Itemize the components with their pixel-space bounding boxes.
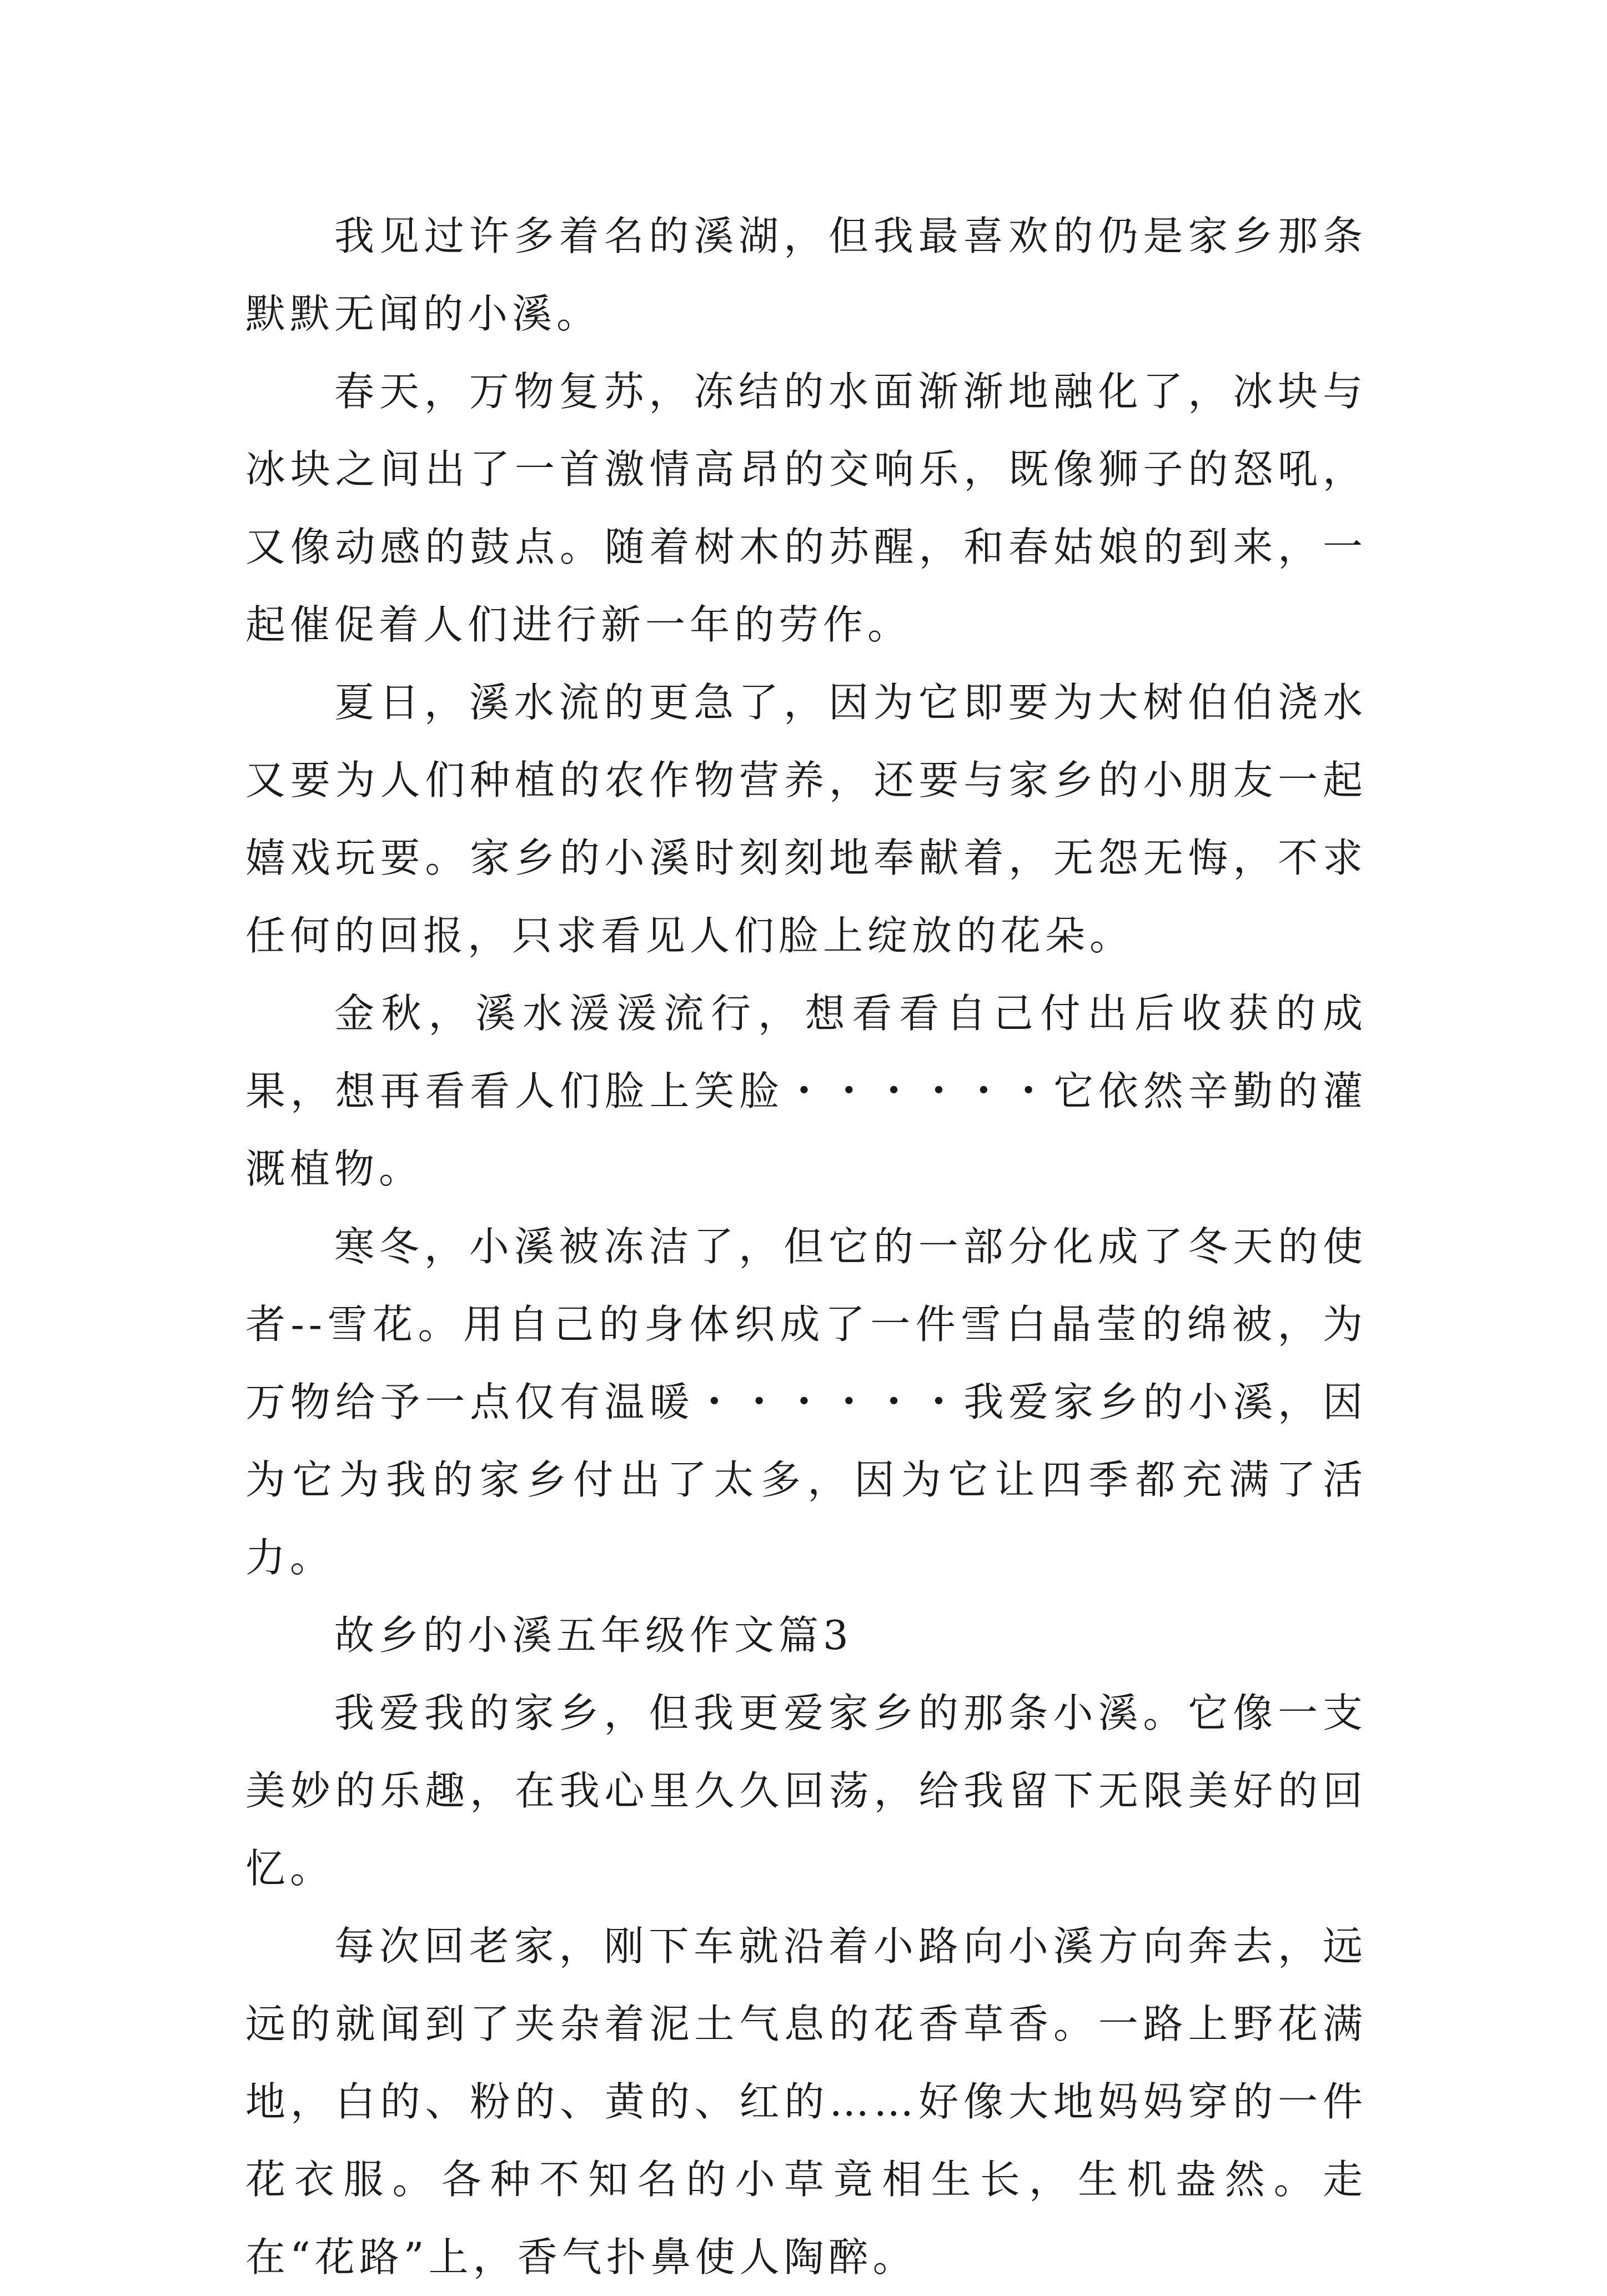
- paragraph: 春天，万物复苏，冻结的水面渐渐地融化了，冰块与冰块之间出了一首激情高昂的交响乐，既像狮子的怒吼，又像动感的鼓点。随着树木的苏醒，和春姑娘的到来，一起催促着人们进行新一年的劳作。: [245, 368, 1367, 648]
- section-heading: 故乡的小溪五年级作文篇3: [334, 1612, 853, 1659]
- paragraph: 金秋，溪水湲湲流行，想看看自己付出后收获的成果，想再看看人们脸上笑脸・・・・・・它依然辛勤的灌溉植物。: [245, 990, 1367, 1192]
- document-body: [245, 197, 1367, 2296]
- paragraph: 寒冬，小溪被冻洁了，但它的一部分化成了冬天的使者--雪花。用自己的身体织成了一件雪白晶莹的绵被，为万物给予一点仅有温暖・・・・・・我爱家乡的小溪，因为它为我的家乡付出了太多，因为它让四季都充满了活力。: [245, 1223, 1367, 1581]
- paragraph: 夏日，溪水流的更急了，因为它即要为大树伯伯浇水又要为人们种植的农作物营养，还要与家乡的小朋友一起嬉戏玩要。家乡的小溪时刻刻地奉献着，无怨无悔，不求任何的回报，只求看见人们脸上绽放的花朵。: [245, 679, 1367, 959]
- paragraph: 我爱我的家乡，但我更爱家乡的那条小溪。它像一支美妙的乐趣，在我心里久久回荡，给我留下无限美好的回忆。: [245, 1690, 1367, 1892]
- paragraph: 每次回老家，刚下车就沿着小路向小溪方向奔去，远远的就闻到了夹杂着泥土气息的花香草香。一路上野花满地，白的、粉的、黄的、红的……好像大地妈妈穿的一件花衣服。各种不知名的小草竟相生长，生机盎然。走在“花路”上，香气扑鼻使人陶醉。: [245, 1923, 1367, 2280]
- paragraph: 我见过许多着名的溪湖，但我最喜欢的仍是家乡那条默默无闻的小溪。: [245, 213, 1367, 337]
